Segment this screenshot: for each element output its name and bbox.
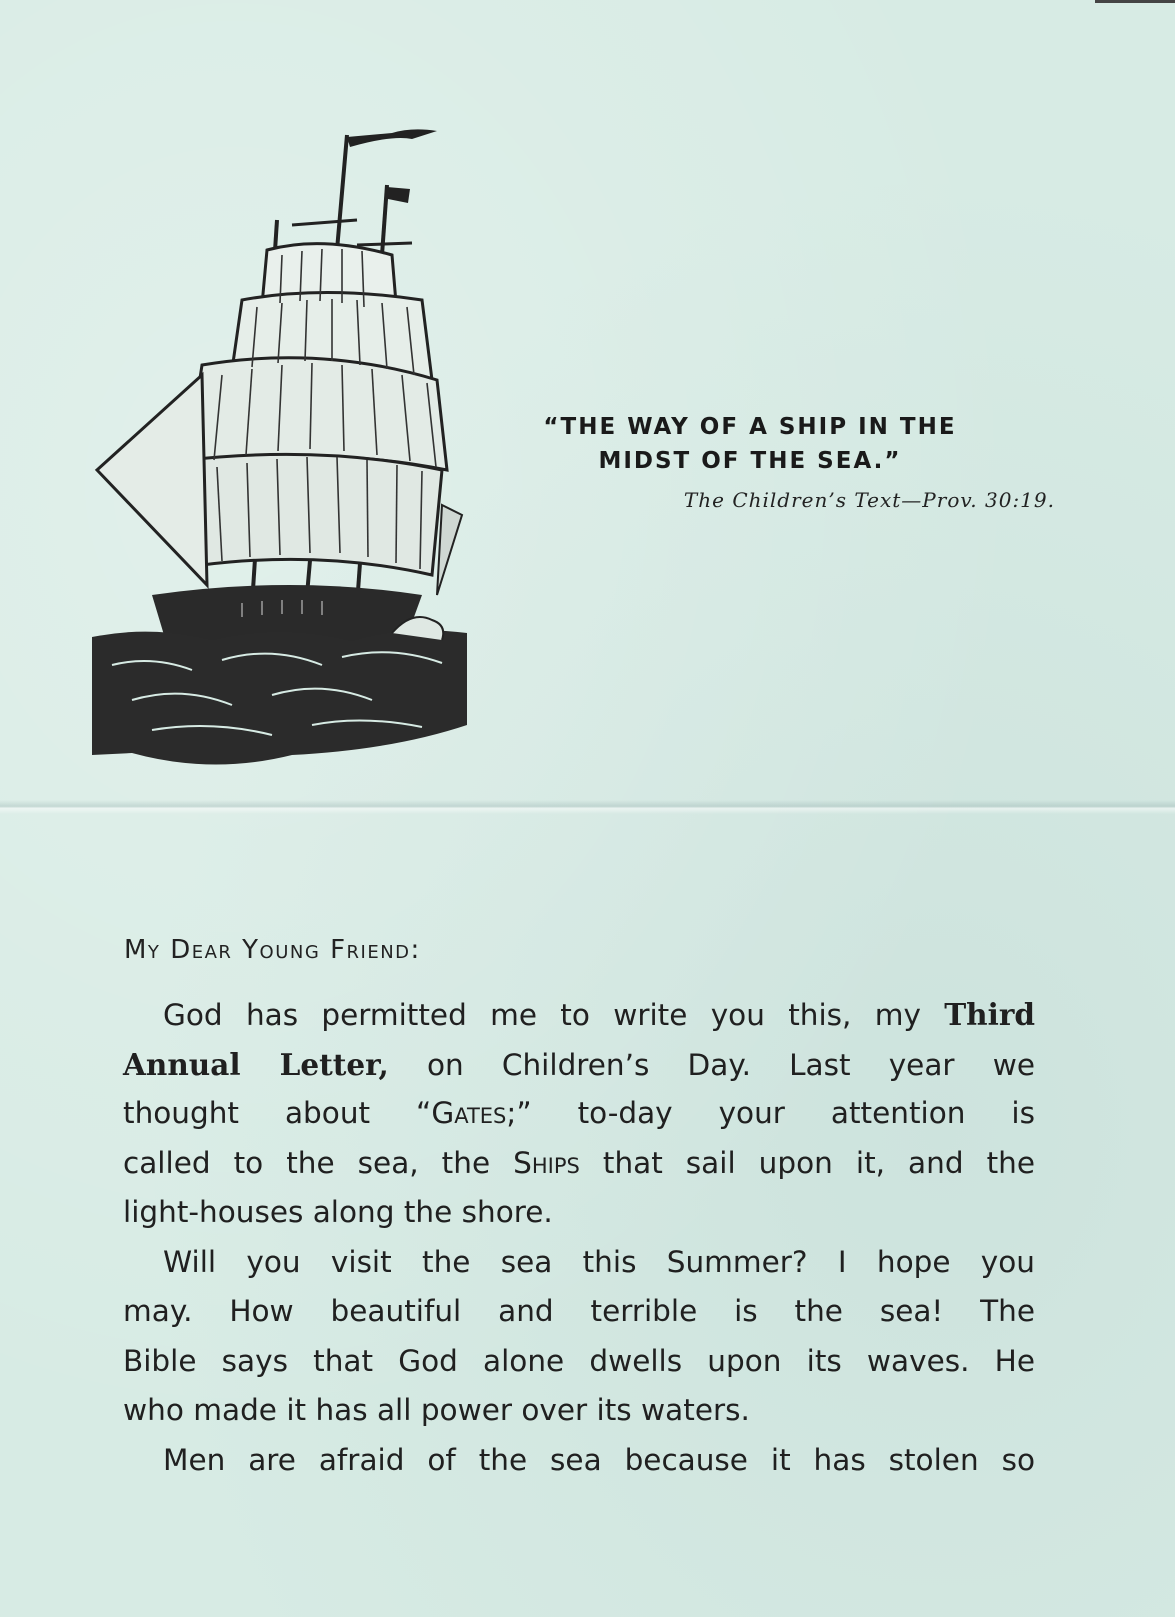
page-edge-shadow bbox=[1095, 0, 1175, 3]
paragraph-1-line-2 bbox=[123, 1040, 1035, 1090]
letter-body bbox=[123, 990, 1035, 1485]
text-run: on Children’s Day. Last year we bbox=[388, 1047, 1035, 1082]
text-run: thought about “ bbox=[123, 1096, 432, 1130]
text-run: that sail upon it, and the bbox=[579, 1145, 1035, 1180]
text-run: called to the sea, the bbox=[123, 1145, 514, 1180]
text-run: God has permitted me to write you this, my bbox=[163, 998, 945, 1032]
paper-fold bbox=[0, 800, 1175, 814]
paragraph-2-line-2: may. How beautiful and terrible is the sea! The bbox=[123, 1294, 1035, 1328]
small-caps-text-run: Gates; bbox=[431, 1096, 517, 1130]
paragraph-1-line-3 bbox=[123, 1089, 1035, 1139]
sailing-ship-engraving-icon bbox=[92, 125, 467, 780]
small-caps-text-run: Ships bbox=[513, 1145, 580, 1180]
paragraph-1-line-4 bbox=[123, 1139, 1035, 1189]
quote-line-2: MIDST OF THE SEA.” bbox=[598, 448, 902, 474]
quote-line-1: “THE WAY OF A SHIP IN THE bbox=[543, 414, 957, 440]
paragraph-2-line-4: who made it has all power over its waters. bbox=[123, 1393, 750, 1427]
paragraph-2-line-3: Bible says that God alone dwells upon its waves. He bbox=[123, 1343, 1035, 1378]
bold-text-run: Third bbox=[944, 997, 1035, 1032]
paragraph-3-line-1: Men are afraid of the sea because it has stolen so bbox=[163, 1442, 1035, 1477]
text-run: ” to-day your attention is bbox=[516, 1096, 1035, 1130]
letter-salutation: My Dear Young Friend: bbox=[124, 935, 421, 965]
paragraph-2-line-1: Will you visit the sea this Summer? I hope you bbox=[163, 1244, 1035, 1279]
paragraph-1-line-1 bbox=[123, 990, 1035, 1040]
scripture-quote bbox=[470, 410, 1030, 478]
scripture-citation: The Children’s Text—Prov. 30:19. bbox=[683, 488, 1055, 512]
paragraph-1-line-5: light-houses along the shore. bbox=[123, 1195, 553, 1229]
bold-text-run: Annual Letter, bbox=[123, 1046, 389, 1082]
